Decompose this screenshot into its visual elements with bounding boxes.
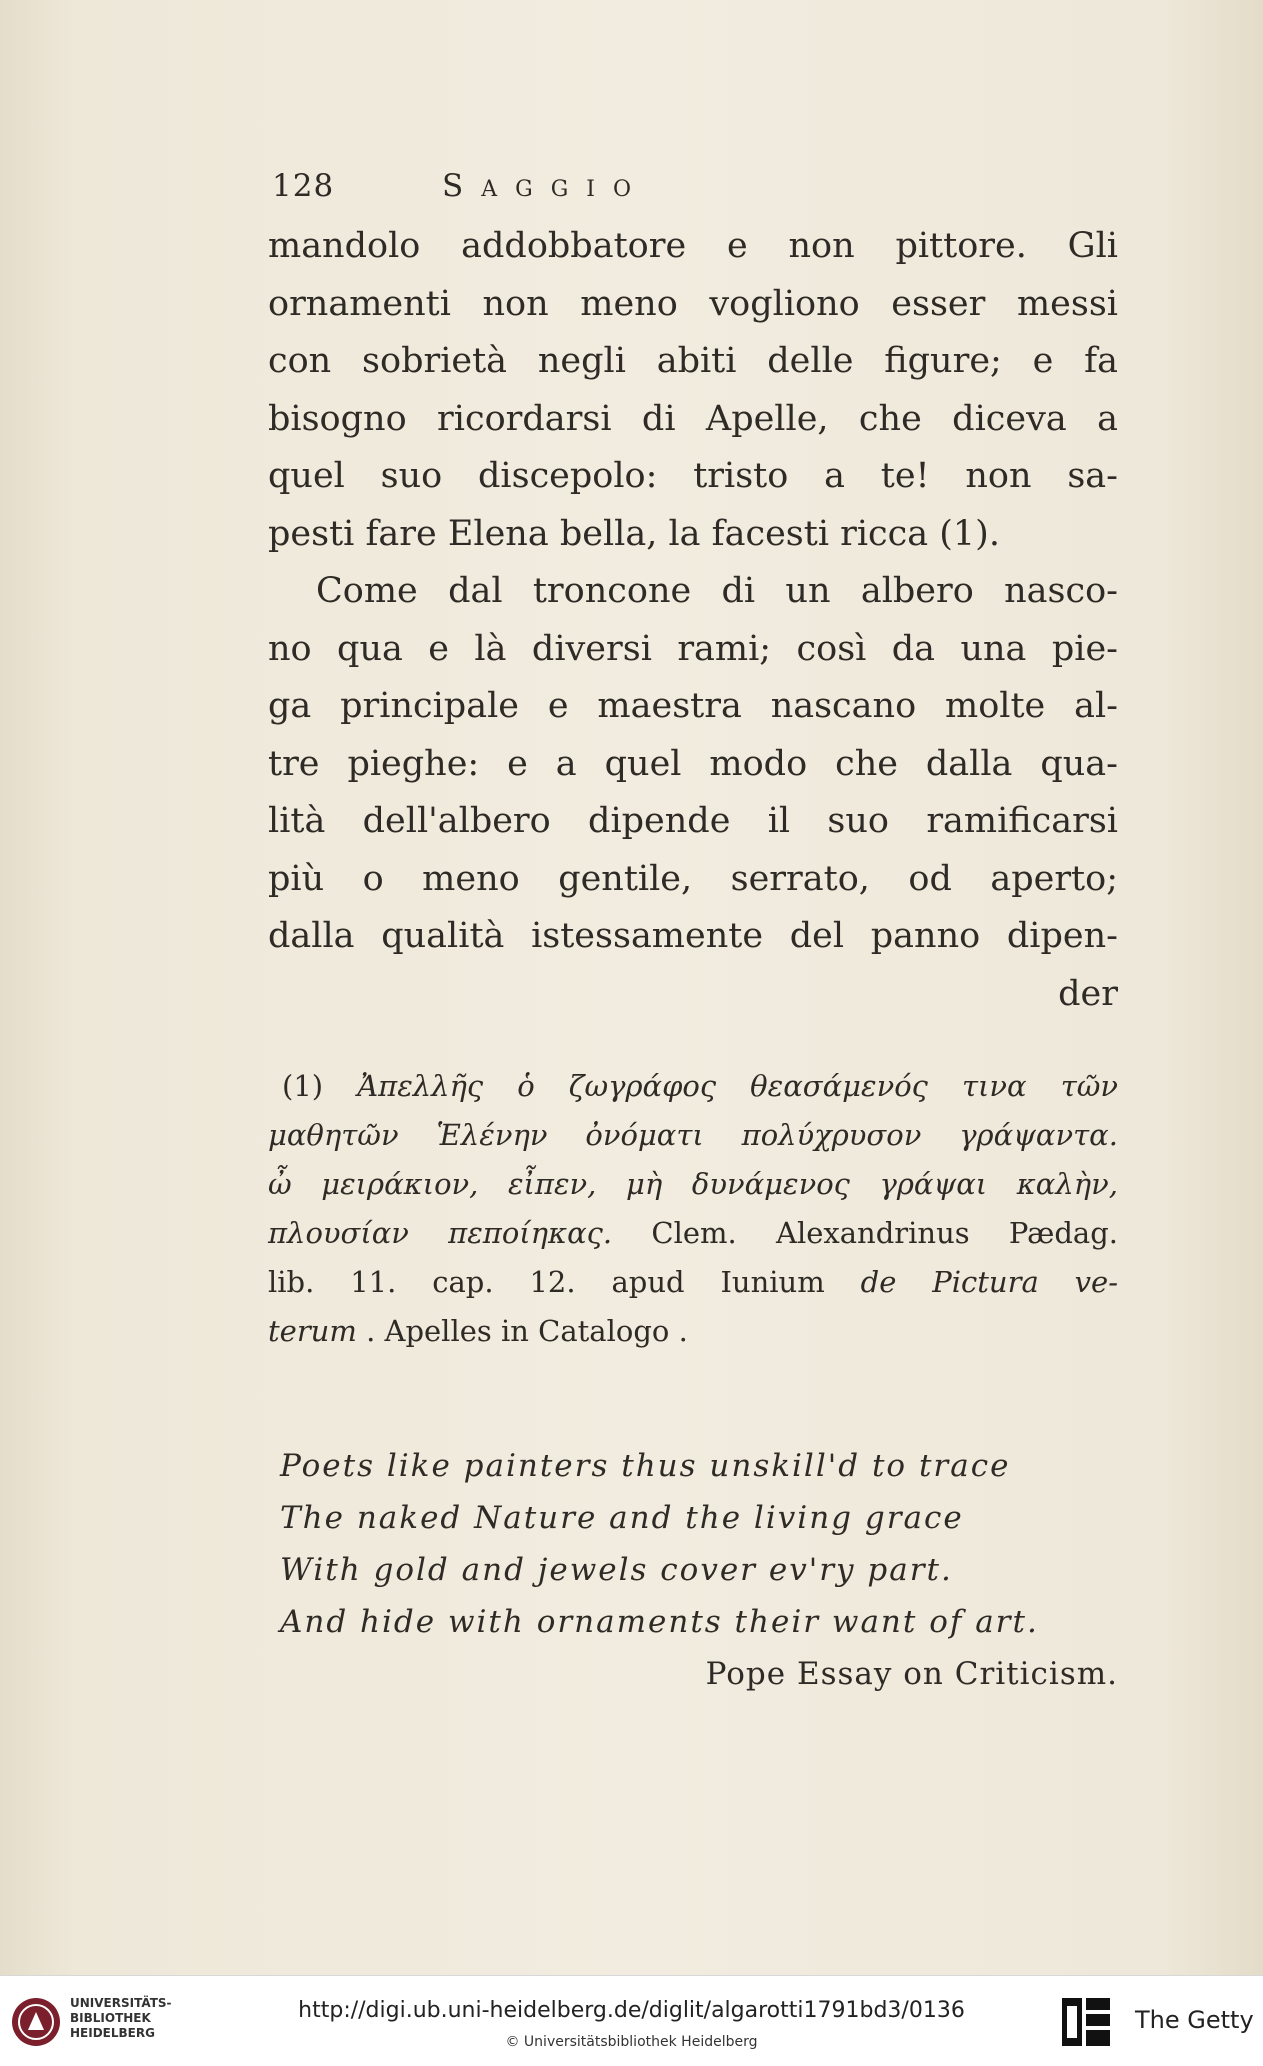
text-line: con sobrietà negli abiti delle figure; e fa [268, 341, 1118, 381]
text-line: ga principale e maestra nascano molte al- [268, 686, 1118, 726]
footnote-marker: (1) [282, 1069, 324, 1103]
footnote-line [268, 1160, 1118, 1209]
library-name-line: UNIVERSITÄTS- [70, 1996, 172, 2010]
citation-text: . Apelles in Catalogo . [366, 1314, 688, 1348]
text-line: pesti fare Elena bella, la facesti ricca (1). [268, 513, 1000, 554]
footnote-line [268, 1062, 1118, 1111]
greek-text: Ἀπελλῆς ὁ ζωγράφος θεασάμενός τινα τῶν [357, 1069, 1119, 1103]
text-line: bisogno ricordarsi di Apelle, che diceva a [268, 398, 1118, 439]
verse-line: The naked Nature and the living grace [280, 1500, 964, 1536]
library-name-line: BIBLIOTHEK [70, 2011, 151, 2025]
citation-title: de Pictura ve- [860, 1265, 1118, 1299]
getty-name: The Getty [1135, 2006, 1254, 2034]
text-line: mandolo addobbatore e non pittore. Gli [268, 226, 1118, 266]
greek-text: πλουσίαν πεποίηκας. [268, 1216, 613, 1250]
citation-title: terum [268, 1314, 357, 1348]
text-line: tre pieghe: e a quel modo che dalla qua- [268, 743, 1118, 784]
getty-logo-icon[interactable] [1058, 1994, 1114, 2050]
citation-text: Clem. Alexandrinus Pædag. [651, 1216, 1119, 1250]
text-line: ornamenti non meno vogliono esser messi [268, 283, 1118, 324]
text-line: lità dell'albero dipende il suo ramificarsi [268, 801, 1118, 841]
page-number: 128 [272, 168, 335, 204]
text-line: dalla qualità istessamente del panno dipen- [268, 916, 1118, 956]
verse-line: And hide with ornaments their want of art. [280, 1604, 1039, 1640]
copyright-notice: © Universitätsbibliothek Heidelberg [505, 2034, 758, 2050]
catchword: der [1058, 973, 1118, 1014]
text-line: no qua e là diversi rami; così da una pie- [268, 628, 1118, 669]
footnote-line [268, 1258, 1118, 1307]
greek-text: ὦ μειράκιον, εἶπεν, μὴ δυνάμενος γράψαι καλὴν, [268, 1167, 1118, 1201]
verse-attribution: Pope Essay on Criticism. [705, 1656, 1118, 1692]
text-line: più o meno gentile, serrato, od aperto; [268, 858, 1118, 899]
page-header [272, 168, 1132, 208]
footnote-line [268, 1111, 1118, 1160]
viewer-footer [0, 1975, 1263, 2066]
verse-line: With gold and jewels cover ev'ry part. [280, 1552, 953, 1588]
verse-quotation [280, 1440, 1120, 1700]
text-line: Come dal troncone di un albero nasco- [316, 571, 1118, 611]
library-name-line: HEIDELBERG [70, 2026, 155, 2040]
text-line: quel suo discepolo: tristo a te! non sa- [268, 456, 1118, 496]
permalink[interactable]: http://digi.ub.uni-heidelberg.de/diglit/algarotti1791bd3/0136 [298, 1998, 965, 2023]
footnote [268, 1062, 1118, 1356]
main-text [268, 218, 1118, 1023]
verse-line: Poets like painters thus unskill'd to trace [280, 1448, 1011, 1484]
greek-text: μαθητῶν Ἑλένην ὀνόματι πολύχρυσον γράψαντα. [268, 1118, 1118, 1152]
citation-text: lib. 11. cap. 12. apud Iunium [268, 1265, 825, 1299]
footnote-line [268, 1307, 1118, 1356]
footnote-line [268, 1209, 1118, 1258]
running-title: Saggio [442, 168, 649, 204]
